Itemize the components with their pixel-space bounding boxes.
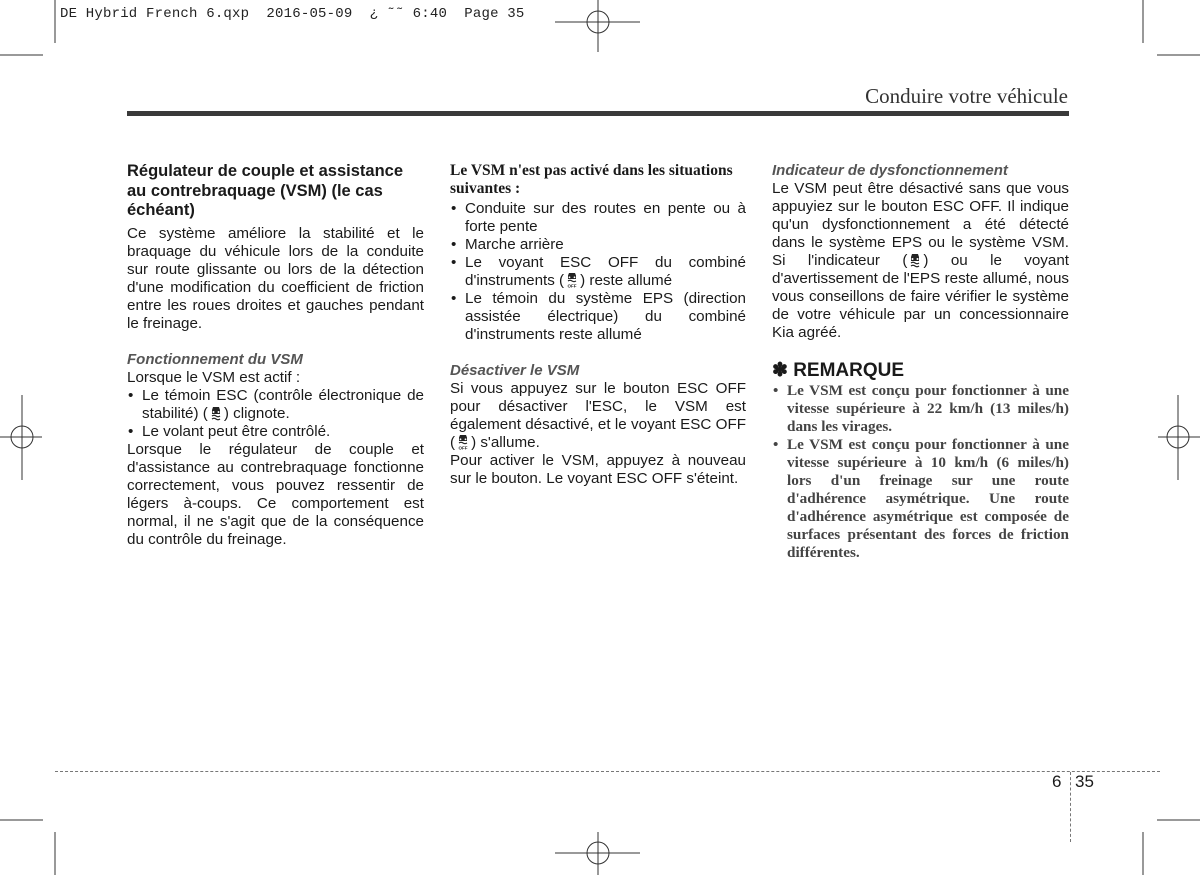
column-3 xyxy=(772,162,1069,562)
list-item: • Conduite sur des routes en pente ou à forte pente xyxy=(450,200,746,236)
running-header-title: Conduire votre véhicule xyxy=(865,84,1068,108)
svg-text:OFF: OFF xyxy=(458,445,468,450)
list-item: • Marche arrière xyxy=(450,236,746,254)
list-item: • Le volant peut être contrôlé. xyxy=(127,423,424,441)
esc-off-icon xyxy=(566,272,578,288)
body-paragraph: Le VSM peut être désactivé sans que vous appuyiez sur le bouton ESC OFF. Il indique qu'un dysfonctionnement a été détecté dans le système EPS ou le système VSM. Si l'indicateur ( ) ou le voyant d'avertissement de l'EPS reste allumé, nous vous conseillons de faire vérifier le système de votre véhicule par un concessionnaire Kia agréé. xyxy=(772,180,1069,341)
subsection-heading: Fonctionnement du VSM xyxy=(127,350,303,368)
esc-off-icon xyxy=(457,434,469,450)
lead-text: Lorsque le VSM est actif : xyxy=(127,368,301,386)
header-rule xyxy=(127,111,1069,116)
column-1 xyxy=(127,162,424,549)
subsection-heading: Indicateur de dysfonctionnement xyxy=(772,162,1008,179)
column-2 xyxy=(450,162,746,488)
body-paragraph: Pour activer le VSM, appuyez à nouveau sur le bouton. Le voyant ESC OFF s'éteint. xyxy=(450,452,746,487)
inactive-conditions-list xyxy=(450,200,746,344)
asterisk-icon: ✽ xyxy=(772,360,788,381)
remark-notes xyxy=(772,382,1069,562)
print-slug-line: DE Hybrid French 6.qxp 2016-05-09 ¿ ˜˜ 6:40 Page 35 xyxy=(60,6,525,22)
list-item: • Le voyant ESC OFF du combiné d'instruments ( OFF ) reste allumé xyxy=(450,254,746,290)
section-heading: Le VSM n'est pas activé dans les situations suivantes : xyxy=(450,162,733,197)
note-item: • Le VSM est conçu pour fonctionner à une vitesse supérieure à 10 km/h (6 miles/h) lors d'un freinage sur une route d'adhérence asymétrique. Une route d'adhérence asymétrique est composée de surfaces présentant des forces de friction différentes. xyxy=(772,436,1069,562)
footer-rule xyxy=(55,771,1160,772)
section-heading: Régulateur de couple et assistance au contrebraquage (VSM) (le cas échéant) xyxy=(127,162,404,219)
body-paragraph: Si vous appuyez sur le bouton ESC OFF pour désactiver l'ESC, le VSM est également désactivé, et le voyant ESC OFF ( OFF ) s'allume. xyxy=(450,380,746,451)
svg-text:OFF: OFF xyxy=(567,283,577,288)
page-number: 35 xyxy=(1075,772,1094,791)
body-paragraph: Lorsque le régulateur de couple et d'assistance au contrebraquage fonctionne correctement, vous pouvez ressentir de légers à-coups. Ce comportement est normal, il ne s'agit que de la conséquence du contrôle du freinage. xyxy=(127,440,424,548)
chapter-number: 6 xyxy=(1052,772,1062,791)
list-item: • Le témoin ESC (contrôle électronique de stabilité) ( ) clignote. xyxy=(127,387,424,423)
remark-heading: ✽ REMARQUE xyxy=(772,360,905,381)
list-item: • Le témoin du système EPS (direction assistée électrique) du combiné d'instruments reste allumé xyxy=(450,290,746,344)
esc-skid-icon xyxy=(210,405,222,421)
note-item: • Le VSM est conçu pour fonctionner à une vitesse supérieure à 22 km/h (13 miles/h) dans les virages. xyxy=(772,382,1069,436)
active-list xyxy=(127,387,424,441)
subsection-heading: Désactiver le VSM xyxy=(450,362,580,379)
footer-separator xyxy=(1070,772,1071,842)
intro-paragraph: Ce système améliore la stabilité et le braquage du véhicule lors de la conduite sur route glissante ou lors de la détection d'une modification du coefficient de friction entre les roues droites et gauches pendant le freinage. xyxy=(127,224,424,332)
esc-skid-icon xyxy=(909,252,921,268)
